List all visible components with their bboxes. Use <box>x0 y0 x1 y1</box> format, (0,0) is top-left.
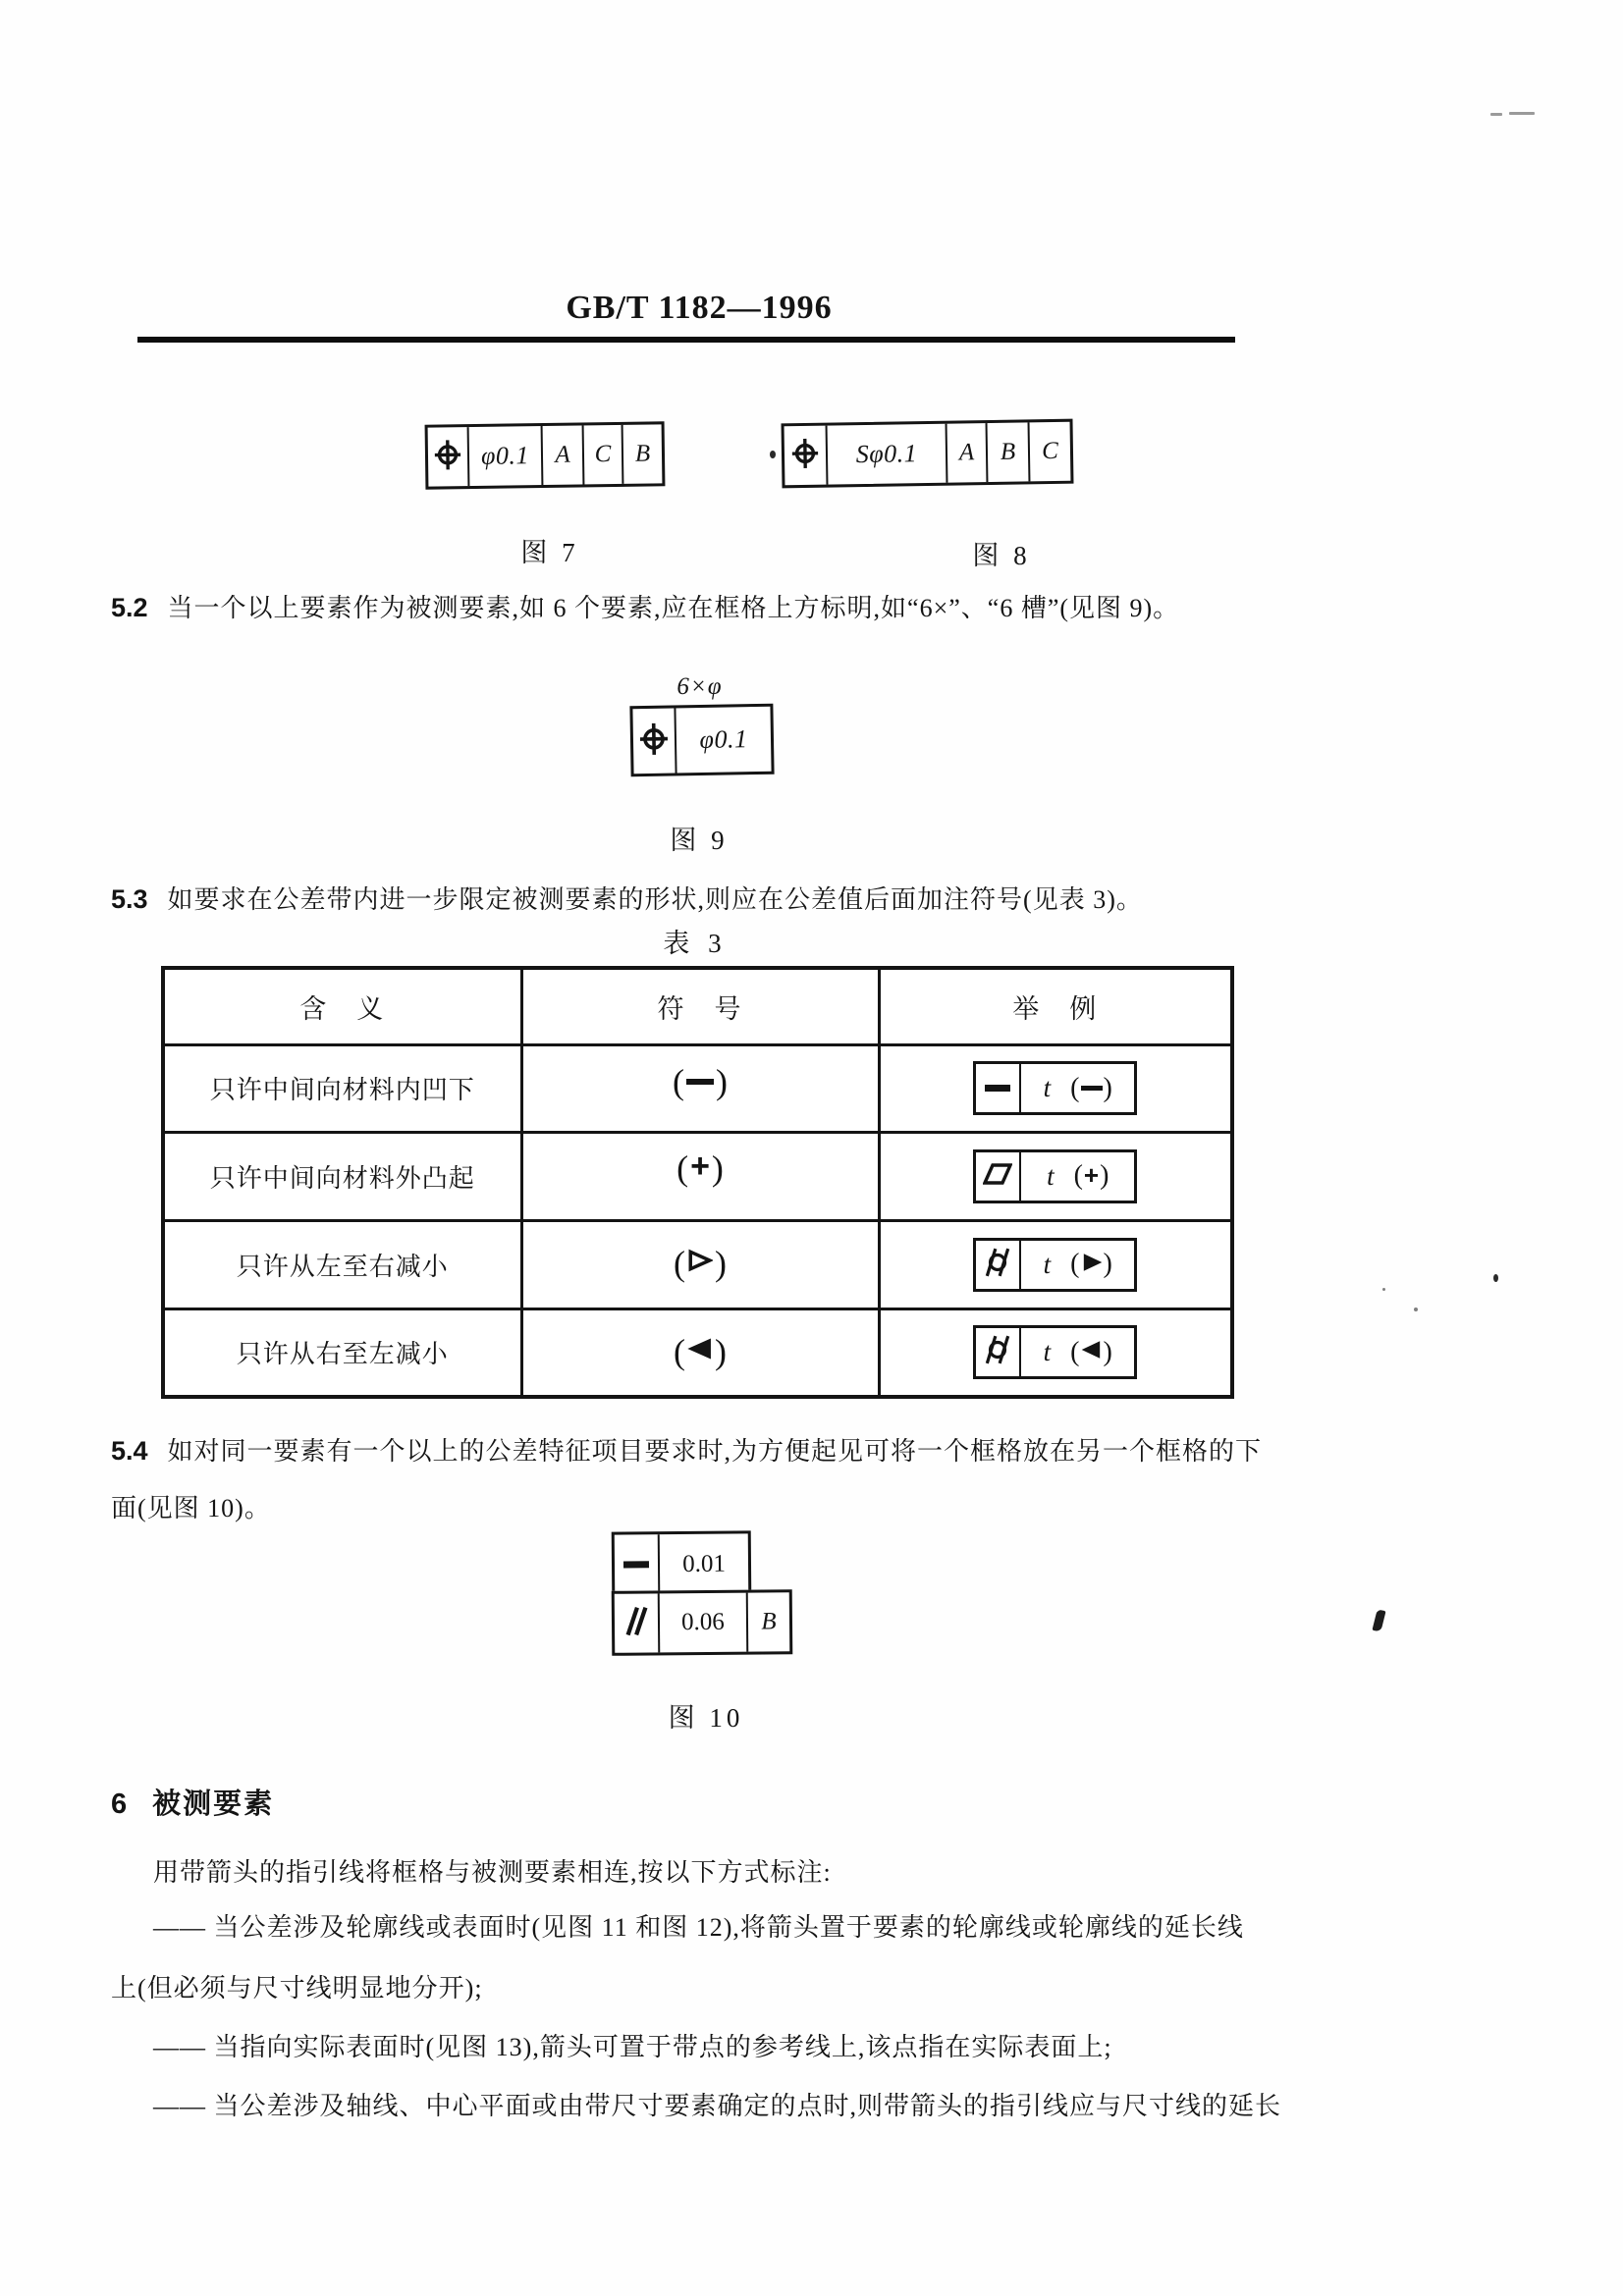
straightness-icon <box>985 1085 1010 1092</box>
example-tolerance-frame: t ( ) <box>973 1238 1137 1292</box>
section-5-4-line2: 面(见图 10)。 <box>111 1494 271 1522</box>
cylindricity-icon <box>984 1247 1011 1283</box>
symbol-cell: ( ) <box>521 1044 879 1132</box>
section-text: 当一个以上要素作为被测要素,如 6 个要素,应在框格上方标明,如“6×”、“6 槽”(见图 9)。 <box>167 594 1180 622</box>
meaning-cell: 只许从右至左减小 <box>163 1308 521 1397</box>
figure9-caption: 图 9 <box>670 826 729 855</box>
position-tolerance-icon <box>790 435 821 475</box>
triangle-right-icon <box>1081 1253 1103 1277</box>
tolerance-letter: t <box>1043 1073 1052 1102</box>
col-header-meaning: 含 义 <box>163 968 521 1044</box>
table-row <box>163 1044 1232 1132</box>
tolerance-letter: t <box>1043 1249 1052 1279</box>
figure9-multiplier-label: 6×φ <box>676 673 723 700</box>
section-5-3 <box>111 882 1143 917</box>
table3 <box>161 966 1234 1399</box>
section-number: 5.2 <box>111 593 148 622</box>
example-tolerance-frame: t ( ) <box>973 1061 1137 1115</box>
meaning-cell: 只许从左至右减小 <box>163 1220 521 1308</box>
meaning-cell: 只许中间向材料内凹下 <box>163 1044 521 1132</box>
section-5-4-line1 <box>111 1434 1262 1468</box>
datum-letter: B <box>634 440 651 467</box>
position-tolerance-icon <box>638 719 671 764</box>
section-6-heading <box>111 1782 274 1822</box>
datum-letter: A <box>543 425 585 485</box>
triangle-left-icon <box>1081 1340 1103 1364</box>
example-tolerance-frame: t ( + ) <box>973 1149 1137 1203</box>
cylindricity-icon <box>984 1334 1011 1370</box>
example-cell <box>879 1220 1232 1308</box>
header-rule <box>137 337 1235 343</box>
section-6-item2: —— 当指向实际表面时(见图 13),箭头可置于带点的参考线上,该点指在实际表面上; <box>153 2033 1112 2061</box>
scan-artifact <box>1382 1288 1385 1291</box>
table3-header-row <box>163 968 1232 1044</box>
datum-letter: C <box>584 425 624 485</box>
example-tolerance-frame: t ( ) <box>973 1325 1137 1379</box>
triangle-left-icon <box>687 1337 713 1365</box>
tolerance-letter: t <box>1047 1160 1055 1191</box>
scan-artifact <box>1493 1274 1498 1282</box>
tolerance-letter: t <box>1043 1337 1052 1367</box>
datum-letter: B <box>761 1608 777 1635</box>
flatness-icon <box>983 1161 1012 1192</box>
example-cell <box>879 1132 1232 1220</box>
scan-artifact <box>770 451 776 458</box>
section-text: 如要求在公差带内进一步限定被测要素的形状,则应在公差值后面加注符号(见表 3)。 <box>167 885 1143 914</box>
position-tolerance-icon <box>433 437 463 477</box>
figure10-caption: 图 10 <box>668 1703 744 1733</box>
straightness-icon <box>623 1561 649 1568</box>
datum-letter: A <box>947 423 989 483</box>
tolerance-value: 0.01 <box>682 1550 726 1577</box>
section-title: 被测要素 <box>152 1789 275 1820</box>
col-header-example: 举 例 <box>879 968 1232 1044</box>
example-cell <box>879 1308 1232 1397</box>
section-number: 5.4 <box>111 1436 148 1466</box>
scan-artifact <box>1509 112 1535 115</box>
section-6-item1-line1: —— 当公差涉及轮廓线或表面时(见图 11 和图 12),将箭头置于要素的轮廓线或轮廓线的延长线 <box>153 1913 1244 1942</box>
parallelism-icon <box>623 1605 649 1641</box>
figure10-top-frame <box>612 1530 752 1597</box>
section-5-2 <box>111 591 1179 625</box>
tolerance-value: 0.06 <box>660 1593 749 1653</box>
tolerance-value: Sφ0.1 <box>828 424 948 485</box>
section-number: 6 <box>111 1789 128 1820</box>
doc-number: GB/T 1182—1996 <box>566 290 833 326</box>
table-row <box>163 1308 1232 1397</box>
datum-letter: C <box>1041 437 1059 465</box>
symbol-cell: ( + ) <box>521 1132 879 1220</box>
figure10-bottom-frame <box>612 1589 793 1656</box>
section-6-item1-line2: 上(但必须与尺寸线明显地分开); <box>111 1974 483 2002</box>
section-text: 如对同一要素有一个以上的公差特征项目要求时,为方便起见可将一个框格放在另一个框格的下 <box>167 1437 1263 1466</box>
section-6-paragraph: 用带箭头的指引线将框格与被测要素相连,按以下方式标注: <box>153 1858 832 1887</box>
figure8-caption: 图 8 <box>972 541 1031 570</box>
triangle-right-icon <box>687 1249 713 1277</box>
tolerance-value: φ0.1 <box>699 724 748 755</box>
figure9-tolerance-frame <box>629 704 774 777</box>
scan-artifact <box>1490 113 1502 116</box>
figure7-caption: 图 7 <box>520 538 579 567</box>
section-6-item3: —— 当公差涉及轴线、中心平面或由带尺寸要素确定的点时,则带箭头的指引线应与尺寸线的延长 <box>153 2092 1282 2120</box>
scan-artifact <box>1414 1308 1418 1311</box>
section-number: 5.3 <box>111 884 148 914</box>
col-header-symbol: 符 号 <box>521 968 879 1044</box>
table-row <box>163 1132 1232 1220</box>
symbol-cell: ( ) <box>521 1308 879 1397</box>
figure7-tolerance-frame <box>425 421 666 489</box>
concave-bar-icon <box>686 1079 714 1085</box>
figure8-tolerance-frame <box>782 419 1074 489</box>
tolerance-value: φ0.1 <box>469 426 544 486</box>
datum-letter: B <box>988 422 1031 482</box>
concave-bar-icon <box>1081 1086 1103 1091</box>
meaning-cell: 只许中间向材料外凸起 <box>163 1132 521 1220</box>
symbol-cell: ( ) <box>521 1220 879 1308</box>
table3-title: 表 3 <box>663 929 728 958</box>
scan-artifact <box>1372 1609 1385 1632</box>
example-cell <box>879 1044 1232 1132</box>
table-row <box>163 1220 1232 1308</box>
